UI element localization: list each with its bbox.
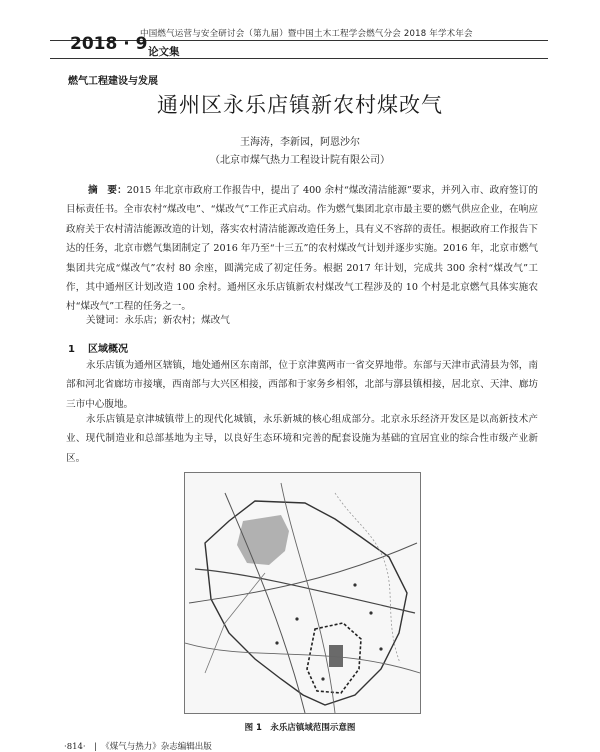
abstract-label: 摘 要： (88, 185, 127, 196)
region-map (185, 473, 420, 713)
abstract (66, 181, 538, 317)
section-heading (68, 340, 128, 355)
section-heading-text: 区域概况 (88, 344, 128, 355)
village-dot (275, 641, 278, 644)
issue-year: 2018 · 9 (70, 34, 148, 54)
keywords: 关键词：永乐店；新农村；煤改气 (86, 315, 230, 326)
village-dot (295, 617, 298, 620)
affiliation: （北京市煤气热力工程设计院有限公司） (210, 155, 390, 166)
village-dot (379, 647, 382, 650)
collection-label: 论文集 (148, 46, 180, 58)
body-paragraph-1: 永乐店镇为通州区辖镇，地处通州区东南部，位于京津冀两市一省交界地带。东部与天津市武清县为邻，南部和河北省廊坊市接壤，西南部与大兴区相接，西部和于家务乡相邻，北部与漷县镇相接，居北京、天津、廊坊三市中心腹地。 (66, 360, 538, 410)
paper-title: 通州区永乐店镇新农村煤改气 (157, 93, 443, 117)
body-paragraph-2: 永乐店镇是京津城镇带上的现代化城镇，永乐新城的核心组成部分。北京永乐经济开发区是以高新技术产业、现代制造业和总部基地为主导，以良好生态环境和完善的配套设施为基础的宜居宜业的综合性市级产业新区。 (66, 414, 538, 464)
page-footer: ·814· | 《煤气与热力》杂志编辑出版 (64, 742, 212, 752)
authors: 王海涛，李新园，阿恩沙尔 (240, 137, 360, 148)
section-number: 1 (68, 344, 75, 355)
header-rule-bottom (50, 58, 548, 59)
village-dot (353, 583, 356, 586)
figure-caption: 图 1 永乐店镇域范围示意图 (244, 723, 356, 733)
abstract-text: 2015 年北京市政府工作报告中，提出了 400 余村“煤改清洁能源”要求，并列入市、政府签订的目标责任书。全市农村“煤改电”、“煤改气”工作正式启动。作为燃气集团北京市最主要的燃气供应企业，在响应政府关于农村清洁能源改造的计划，落实农村清洁能源改造任务上，具有义不容辞的责任。根据政府工作报告下达的任务，北京市燃气集团制定了 2016 年乃至“十三五”的农村煤改气计划并逐步实施。2016 年，北京市燃气集团共完成“煤改气”农村 80 余座，圆满完成了初定任务。根据 2017 年计划，完成共 300 余村“煤改气”工作，其中通州区计划改造 100 余村。通州区永乐店镇新农村煤改气工程涉及的 10 个村是北京燃气具体实施农村“煤改气”工程的任务之一。 (66, 185, 539, 313)
village-dot (321, 677, 324, 680)
map-background (185, 473, 420, 713)
section-label: 燃气工程建设与发展 (68, 76, 158, 87)
region-map-figure (184, 472, 421, 714)
conference-header: 中国燃气运营与安全研讨会（第九届）暨中国土木工程学会燃气分会 2018 年学术年会 (140, 29, 473, 39)
village-dot (369, 611, 372, 614)
